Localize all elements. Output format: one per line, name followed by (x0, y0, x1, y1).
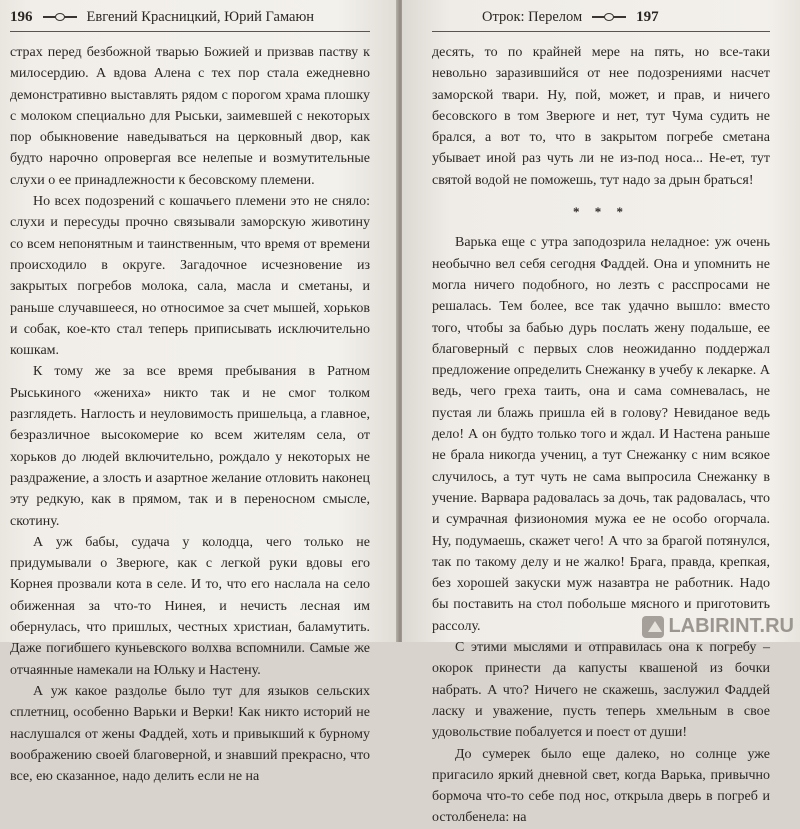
paragraph: С этими мыслями и отправилась она к погребу – окорок принести да капусты квашеной из бочки набрать. А что? Ничего не скажешь, заслужил Фаддей ласку и уважение, пусть теперь хмельным в свое удовольствие побалуется и поест от души! (432, 640, 770, 741)
section-separator: * * * (573, 204, 629, 220)
watermark-text: LABIRINT.RU (668, 615, 794, 637)
author-line: Евгений Красницкий, Юрий Гамаюн (86, 8, 315, 25)
ornament-icon (592, 12, 626, 22)
right-page (402, 0, 800, 826)
right-body-text (432, 42, 770, 829)
paragraph: десять, то по крайней мере на пять, но все-таки невольно заразившийся от нее подозрениями насчет заморской твари. Ну, пой, может, и прав, и ничего бесовского в том Зверюге и нет, тут Чума судить не брался, а вот то, что в закрытом погребе сметана убывает иной раз чуть ли не из-под носа... Не-ет, тут святой водой не поможешь, тут надо за дрын браться! (432, 45, 770, 188)
paragraph: А уж бабы, судача у колодца, чего только не придумывали о Зверюге, как с легкой руки вдовы его Корнея прозвали кота в селе. И то, что его наслала на село обиженная за что-то Нинея, и нечисть лесная им обернулась, что пришлых, честных христиан, баламутить. Даже погибшего куньевского волхва вспомнили. Самые же отчаянные намекали на Юльку и Настену. (10, 534, 370, 678)
watermark (642, 615, 794, 638)
right-running-head (482, 6, 659, 28)
header-rule-left (10, 31, 370, 32)
header-rule-right (432, 31, 770, 32)
paragraph: К тому же за все время пребывания в Ратном Рыськиного «жениха» никто так и не смог толком разглядеть. Наглость и неуловимость пришельца, а главное, безразличное высокомерие ко всем жителям села, от хорьков до людей включительно, рождало у некоторых не раздражение, а злость и азартное желание отловить наконец эту редкую, как в прямом, так и в переносном смысле, скотину. (10, 364, 370, 529)
paragraph: До сумерек было еще далеко, но солнце уже пригасило яркий дневной свет, когда Варька, привычно бормоча что-то себе под нос, открыла дверь в погреб и остолбенела: на (432, 746, 770, 826)
left-body-text (10, 42, 370, 787)
page-number-left: 196 (10, 8, 33, 25)
page-number-right: 197 (636, 8, 659, 25)
ornament-icon (43, 12, 77, 22)
paragraph: Но всех подозрений с кошачьего племени это не сняло: слухи и пересуды прочно связывали заморскую животину со всем непонятным и таинственным, что время от времени происходило в округе. Загадочное исчезновение из закрытых погребов молока, сала, масла и сметаны, и раньше случавшееся, но относимое за счет мышей, хорьков и собак, кое-кто стал теперь приписывать исключительно кошкам. (10, 194, 370, 359)
chapter-title: Отрок: Перелом (482, 8, 583, 25)
paragraph: А уж какое раздолье было тут для языков сельских сплетниц, особенно Варьки и Верки! Как никто историй не наслушался от жены Фаддей, хоть и привыкший к бурному воображению своей благоверной, и знавший прекрасно, что все, ею сказанное, надо делить если не на (10, 683, 370, 785)
labirint-logo-icon (642, 616, 664, 638)
left-running-head (10, 6, 314, 28)
paragraph: страх перед безбожной тварью Божией и призвав паству к милосердию. А вдова Алена с тех пор стала ежедневно демонстративно выставлять рядом с порогом храма плошку с молоком специально для Рыськи, заимевшей с некоторых пор обыкновение наведываться на церковный двор, как будто нарочно опровергая все нелепые и возмутительные слухи о ее принадлежности к бесовскому племени. (10, 45, 370, 188)
left-page (0, 0, 398, 785)
paragraph: Варька еще с утра заподозрила неладное: уж очень необычно вел себя сегодня Фаддей. Она и упомнить не могла ничего подобного, но лезть с расспросами не решалась. Тем более, все так удачно вышло: вместо того, чтобы за бабью дурь послать жену подальше, ее благоверный с первых слов неожиданно поддержал предложение определить Снежанку в учебу к лекарке. А ведь, чего греха таить, она и сама сомневалась, не пустая ли блажь пришла ей в голову? Невиданое ведь дело! А он будто только того и ждал. И Настена раньше не брала никогда учениц, а тут Снежанку с ним всякое случилось, а тут чуть не сама выпросила Снежанку в учение. Варвара радовалась за дочь, так радовалась, что и сумрачная физиономия мужа ее не особо огорчала. Ну, подумаешь, скажет чего! А что за брагой потянулся, так по такому делу и не жалко! Брага, правда, крепкая, без хорошей закуски муж назавтра не работник. Надо бы поставить на стол побольше мясного и приготовить рассолу. (432, 235, 770, 634)
